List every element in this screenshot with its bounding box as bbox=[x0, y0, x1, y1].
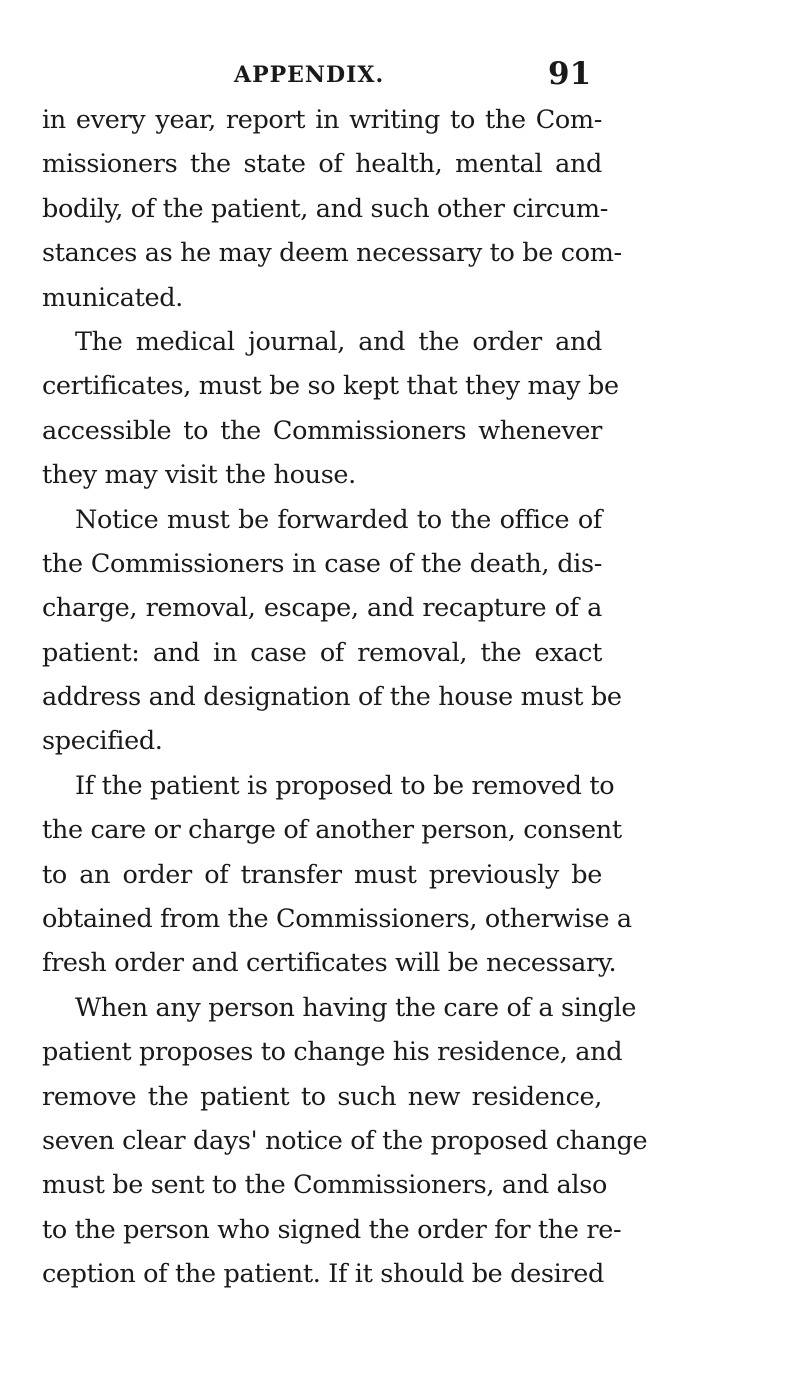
text-line: fresh order and certificates will be necessary. bbox=[42, 948, 617, 979]
text-line: bodily, of the patient, and such other circum- bbox=[42, 193, 609, 224]
body-text bbox=[42, 98, 648, 1297]
text-line: stances as he may deem necessary to be com- bbox=[42, 238, 622, 269]
page-number: 91 bbox=[548, 56, 592, 92]
text-line: Notice must be forwarded to the office of bbox=[75, 504, 602, 535]
text-line: address and designation of the house must be bbox=[42, 682, 622, 713]
text-line: specified. bbox=[42, 726, 163, 757]
text-line: certificates, must be so kept that they may be bbox=[42, 371, 619, 402]
text-line: in every year, report in writing to the Com- bbox=[42, 105, 602, 135]
text-line: municated. bbox=[42, 282, 183, 313]
running-head bbox=[0, 56, 800, 92]
text-line: ception of the patient. If it should be desired bbox=[42, 1259, 604, 1290]
text-line: to an order of transfer must previously be bbox=[42, 859, 602, 890]
text-line: the care or charge of another person, consent bbox=[42, 815, 622, 846]
text-line: missioners the state of health, mental and bbox=[42, 149, 602, 180]
text-line: patient: and in case of removal, the exact bbox=[42, 637, 602, 668]
text-line: If the patient is proposed to be removed to bbox=[75, 770, 615, 801]
text-line: remove the patient to such new residence, bbox=[42, 1081, 602, 1112]
text-line: to the person who signed the order for the re- bbox=[42, 1214, 622, 1245]
text-line: The medical journal, and the order and bbox=[75, 326, 602, 357]
text-line: obtained from the Commissioners, otherwise a bbox=[42, 904, 632, 935]
text-line: charge, removal, escape, and recapture of a bbox=[42, 593, 602, 624]
text-line: must be sent to the Commissioners, and also bbox=[42, 1170, 607, 1201]
text-line: When any person having the care of a single bbox=[75, 992, 637, 1023]
text-line: accessible to the Commissioners whenever bbox=[42, 415, 602, 446]
text-line: patient proposes to change his residence, and bbox=[42, 1037, 623, 1068]
running-title: APPENDIX. bbox=[234, 62, 385, 88]
text-line: the Commissioners in case of the death, dis- bbox=[42, 548, 602, 579]
text-line: seven clear days' notice of the proposed change bbox=[42, 1125, 648, 1156]
text-line: they may visit the house. bbox=[42, 460, 356, 491]
